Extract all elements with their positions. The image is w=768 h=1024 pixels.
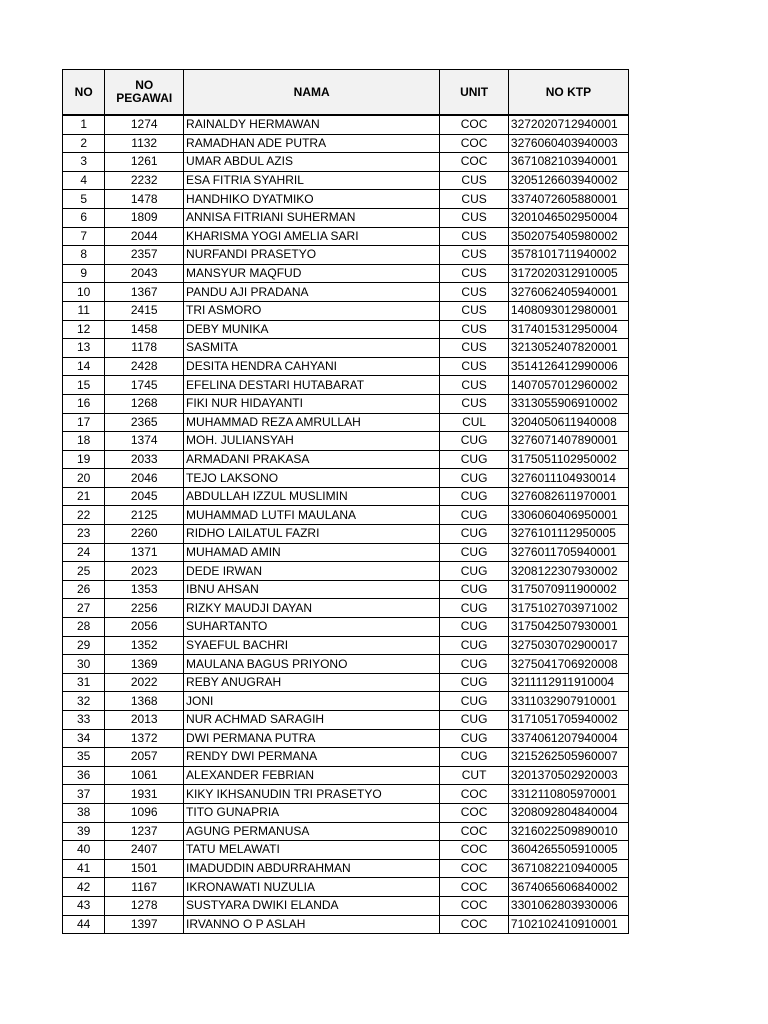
cell-unit: CUG	[440, 580, 509, 599]
cell-no: 9	[63, 264, 105, 283]
cell-unit: CUG	[440, 450, 509, 469]
cell-nama: PANDU AJI PRADANA	[184, 283, 440, 302]
table-row	[63, 227, 629, 246]
table-row	[63, 171, 629, 190]
table-row	[63, 878, 629, 897]
cell-no-pegawai: 2428	[105, 357, 184, 376]
cell-no-ktp: 3276060403940003	[508, 134, 628, 153]
cell-no: 11	[63, 301, 105, 320]
cell-unit: CUG	[440, 506, 509, 525]
cell-no-ktp: 1408093012980001	[508, 301, 628, 320]
header-no-pegawai	[105, 70, 184, 116]
header-no-pegawai-line2: PEGAWAI	[116, 91, 173, 105]
cell-no: 36	[63, 766, 105, 785]
cell-no-ktp: 3374061207940004	[508, 729, 628, 748]
cell-no: 35	[63, 748, 105, 767]
table-row	[63, 487, 629, 506]
cell-nama: KHARISMA YOGI AMELIA SARI	[184, 227, 440, 246]
cell-no: 26	[63, 580, 105, 599]
cell-no-ktp: 3604265505910005	[508, 841, 628, 860]
cell-nama: RIDHO LAILATUL FAZRI	[184, 525, 440, 544]
cell-no-pegawai: 1458	[105, 320, 184, 339]
cell-no-ktp: 3514126412990006	[508, 357, 628, 376]
cell-no-ktp: 3276011705940001	[508, 543, 628, 562]
cell-no-pegawai: 2022	[105, 673, 184, 692]
table-row	[63, 469, 629, 488]
cell-unit: COC	[440, 785, 509, 804]
cell-unit: CUS	[440, 264, 509, 283]
cell-no-ktp: 3174015312950004	[508, 320, 628, 339]
cell-no-ktp: 3276071407890001	[508, 432, 628, 451]
cell-unit: COC	[440, 822, 509, 841]
cell-no-ktp: 3301062803930006	[508, 896, 628, 915]
table-row	[63, 673, 629, 692]
cell-unit: CUS	[440, 171, 509, 190]
cell-no-pegawai: 1931	[105, 785, 184, 804]
cell-no-ktp: 3276062405940001	[508, 283, 628, 302]
table-row	[63, 301, 629, 320]
cell-no-pegawai: 2057	[105, 748, 184, 767]
cell-unit: CUG	[440, 655, 509, 674]
cell-no-ktp: 3208122307930002	[508, 562, 628, 581]
cell-no-ktp: 3175102703971002	[508, 599, 628, 618]
table-row	[63, 748, 629, 767]
cell-no-ktp: 3216022509890010	[508, 822, 628, 841]
cell-no-ktp: 3502075405980002	[508, 227, 628, 246]
cell-unit: CUS	[440, 339, 509, 358]
cell-unit: CUG	[440, 543, 509, 562]
cell-nama: RIZKY MAUDJI DAYAN	[184, 599, 440, 618]
table-row	[63, 506, 629, 525]
table-row	[63, 896, 629, 915]
cell-nama: IRVANNO O P ASLAH	[184, 915, 440, 934]
cell-nama: NURFANDI PRASETYO	[184, 246, 440, 265]
cell-nama: ARMADANI PRAKASA	[184, 450, 440, 469]
header-no-ktp: NO KTP	[508, 70, 628, 116]
cell-unit: CUG	[440, 469, 509, 488]
table-row	[63, 190, 629, 209]
table-row	[63, 803, 629, 822]
cell-no: 1	[63, 115, 105, 134]
cell-unit: CUT	[440, 766, 509, 785]
cell-no-ktp: 3204050611940008	[508, 413, 628, 432]
cell-no: 3	[63, 153, 105, 172]
cell-unit: CUS	[440, 320, 509, 339]
cell-no: 33	[63, 711, 105, 730]
table-row	[63, 562, 629, 581]
cell-no-ktp: 3211112911910004	[508, 673, 628, 692]
cell-no-ktp: 7102102410910001	[508, 915, 628, 934]
cell-no-ktp: 3311032907910001	[508, 692, 628, 711]
cell-no-pegawai: 1274	[105, 115, 184, 134]
table-row	[63, 766, 629, 785]
cell-no-pegawai: 2407	[105, 841, 184, 860]
cell-no-ktp: 3201046502950004	[508, 208, 628, 227]
cell-no-pegawai: 2013	[105, 711, 184, 730]
cell-no-ktp: 3275041706920008	[508, 655, 628, 674]
cell-no-ktp: 3312110805970001	[508, 785, 628, 804]
cell-unit: CUS	[440, 394, 509, 413]
table-row	[63, 339, 629, 358]
cell-no-pegawai: 2043	[105, 264, 184, 283]
cell-nama: TEJO LAKSONO	[184, 469, 440, 488]
cell-no: 39	[63, 822, 105, 841]
cell-no-ktp: 3671082210940005	[508, 859, 628, 878]
cell-no: 15	[63, 376, 105, 395]
cell-no: 43	[63, 896, 105, 915]
header-nama: NAMA	[184, 70, 440, 116]
cell-no-pegawai: 2044	[105, 227, 184, 246]
cell-nama: ESA FITRIA SYAHRIL	[184, 171, 440, 190]
cell-no: 24	[63, 543, 105, 562]
cell-nama: ABDULLAH IZZUL MUSLIMIN	[184, 487, 440, 506]
cell-no: 44	[63, 915, 105, 934]
table-row	[63, 785, 629, 804]
cell-no: 19	[63, 450, 105, 469]
cell-unit: COC	[440, 859, 509, 878]
cell-unit: CUL	[440, 413, 509, 432]
cell-no-ktp: 3313055906910002	[508, 394, 628, 413]
cell-no: 22	[63, 506, 105, 525]
cell-no: 8	[63, 246, 105, 265]
table-row	[63, 153, 629, 172]
cell-no-ktp: 3276011104930014	[508, 469, 628, 488]
cell-nama: ANNISA FITRIANI SUHERMAN	[184, 208, 440, 227]
cell-no: 41	[63, 859, 105, 878]
cell-no-pegawai: 2232	[105, 171, 184, 190]
header-no-pegawai-line1: NO	[135, 78, 154, 92]
cell-nama: MUHAMMAD LUTFI MAULANA	[184, 506, 440, 525]
cell-unit: CUS	[440, 208, 509, 227]
cell-nama: KIKY IKHSANUDIN TRI PRASETYO	[184, 785, 440, 804]
cell-unit: COC	[440, 915, 509, 934]
cell-no: 27	[63, 599, 105, 618]
cell-no-pegawai: 1374	[105, 432, 184, 451]
cell-no-pegawai: 1237	[105, 822, 184, 841]
cell-no: 28	[63, 618, 105, 637]
cell-unit: CUG	[440, 673, 509, 692]
cell-no-pegawai: 2046	[105, 469, 184, 488]
header-unit: UNIT	[440, 70, 509, 116]
cell-nama: TRI ASMORO	[184, 301, 440, 320]
cell-nama: REBY ANUGRAH	[184, 673, 440, 692]
cell-no-pegawai: 2045	[105, 487, 184, 506]
cell-no-ktp: 3374072605880001	[508, 190, 628, 209]
cell-no: 40	[63, 841, 105, 860]
cell-no: 21	[63, 487, 105, 506]
cell-unit: CUS	[440, 190, 509, 209]
table-row	[63, 822, 629, 841]
cell-no: 4	[63, 171, 105, 190]
cell-nama: DWI PERMANA PUTRA	[184, 729, 440, 748]
cell-no-pegawai: 2023	[105, 562, 184, 581]
cell-no: 20	[63, 469, 105, 488]
cell-no-pegawai: 1372	[105, 729, 184, 748]
cell-nama: AGUNG PERMANUSA	[184, 822, 440, 841]
cell-no-ktp: 3306060406950001	[508, 506, 628, 525]
table-row	[63, 264, 629, 283]
cell-nama: RAMADHAN ADE PUTRA	[184, 134, 440, 153]
cell-nama: DEDE IRWAN	[184, 562, 440, 581]
table-row	[63, 357, 629, 376]
cell-no: 5	[63, 190, 105, 209]
cell-nama: DEBY MUNIKA	[184, 320, 440, 339]
cell-no-pegawai: 2056	[105, 618, 184, 637]
cell-unit: CUS	[440, 246, 509, 265]
cell-no: 12	[63, 320, 105, 339]
cell-no-pegawai: 1478	[105, 190, 184, 209]
cell-no: 17	[63, 413, 105, 432]
cell-no-ktp: 3175051102950002	[508, 450, 628, 469]
table-row	[63, 915, 629, 934]
cell-unit: CUG	[440, 711, 509, 730]
cell-nama: NUR ACHMAD SARAGIH	[184, 711, 440, 730]
cell-no-pegawai: 2260	[105, 525, 184, 544]
cell-nama: MUHAMAD AMIN	[184, 543, 440, 562]
table-row	[63, 376, 629, 395]
cell-nama: JONI	[184, 692, 440, 711]
cell-nama: TITO GUNAPRIA	[184, 803, 440, 822]
cell-unit: COC	[440, 153, 509, 172]
cell-unit: COC	[440, 115, 509, 134]
cell-nama: DESITA HENDRA CAHYANI	[184, 357, 440, 376]
cell-no-ktp: 3171051705940002	[508, 711, 628, 730]
cell-unit: CUG	[440, 729, 509, 748]
cell-no-ktp: 1407057012960002	[508, 376, 628, 395]
cell-nama: MUHAMMAD REZA AMRULLAH	[184, 413, 440, 432]
cell-no-pegawai: 2357	[105, 246, 184, 265]
cell-no-ktp: 3175070911900002	[508, 580, 628, 599]
employee-table	[62, 69, 629, 934]
cell-no-pegawai: 1501	[105, 859, 184, 878]
cell-nama: IKRONAWATI NUZULIA	[184, 878, 440, 897]
cell-no: 13	[63, 339, 105, 358]
table-row	[63, 841, 629, 860]
cell-no-pegawai: 2125	[105, 506, 184, 525]
cell-nama: UMAR ABDUL AZIS	[184, 153, 440, 172]
cell-nama: MOH. JULIANSYAH	[184, 432, 440, 451]
cell-no-ktp: 3272020712940001	[508, 115, 628, 134]
cell-unit: COC	[440, 878, 509, 897]
cell-no-ktp: 3276101112950005	[508, 525, 628, 544]
table-row	[63, 692, 629, 711]
cell-no-ktp: 3671082103940001	[508, 153, 628, 172]
cell-unit: CUS	[440, 357, 509, 376]
cell-no: 14	[63, 357, 105, 376]
cell-nama: SYAEFUL BACHRI	[184, 636, 440, 655]
cell-unit: CUG	[440, 599, 509, 618]
cell-unit: CUS	[440, 227, 509, 246]
cell-no-pegawai: 2033	[105, 450, 184, 469]
cell-no: 37	[63, 785, 105, 804]
table-row	[63, 115, 629, 134]
cell-no-pegawai: 1367	[105, 283, 184, 302]
cell-no-ktp: 3205126603940002	[508, 171, 628, 190]
header-row	[63, 70, 629, 116]
cell-unit: COC	[440, 803, 509, 822]
cell-unit: CUG	[440, 525, 509, 544]
cell-no: 38	[63, 803, 105, 822]
cell-no-pegawai: 2415	[105, 301, 184, 320]
cell-unit: CUG	[440, 692, 509, 711]
table-body	[63, 115, 629, 934]
cell-no-ktp: 3215262505960007	[508, 748, 628, 767]
cell-no: 10	[63, 283, 105, 302]
header-no: NO	[63, 70, 105, 116]
cell-nama: IBNU AHSAN	[184, 580, 440, 599]
cell-no-pegawai: 2365	[105, 413, 184, 432]
cell-no-ktp: 3674065606840002	[508, 878, 628, 897]
cell-no: 32	[63, 692, 105, 711]
cell-no-pegawai: 1745	[105, 376, 184, 395]
table-row	[63, 432, 629, 451]
cell-no: 16	[63, 394, 105, 413]
cell-no-ktp: 3208092804840004	[508, 803, 628, 822]
cell-no-pegawai: 1369	[105, 655, 184, 674]
cell-no: 6	[63, 208, 105, 227]
cell-no: 23	[63, 525, 105, 544]
cell-no-pegawai: 2256	[105, 599, 184, 618]
table-row	[63, 283, 629, 302]
cell-nama: RAINALDY HERMAWAN	[184, 115, 440, 134]
table-row	[63, 543, 629, 562]
cell-no-pegawai: 1353	[105, 580, 184, 599]
cell-unit: CUS	[440, 283, 509, 302]
cell-nama: RENDY DWI PERMANA	[184, 748, 440, 767]
table-row	[63, 134, 629, 153]
cell-unit: CUG	[440, 748, 509, 767]
cell-no: 31	[63, 673, 105, 692]
table-row	[63, 320, 629, 339]
cell-unit: CUG	[440, 636, 509, 655]
cell-no: 18	[63, 432, 105, 451]
table-row	[63, 246, 629, 265]
table-row	[63, 525, 629, 544]
cell-nama: HANDHIKO DYATMIKO	[184, 190, 440, 209]
cell-unit: COC	[440, 841, 509, 860]
table-row	[63, 618, 629, 637]
cell-no-pegawai: 1371	[105, 543, 184, 562]
table-row	[63, 655, 629, 674]
cell-no-ktp: 3175042507930001	[508, 618, 628, 637]
cell-no-pegawai: 1278	[105, 896, 184, 915]
cell-unit: COC	[440, 134, 509, 153]
table-row	[63, 413, 629, 432]
cell-nama: IMADUDDIN ABDURRAHMAN	[184, 859, 440, 878]
cell-unit: CUG	[440, 618, 509, 637]
cell-no-ktp: 3172020312910005	[508, 264, 628, 283]
cell-no-ktp: 3275030702900017	[508, 636, 628, 655]
cell-no-pegawai: 1397	[105, 915, 184, 934]
table-row	[63, 729, 629, 748]
cell-unit: CUG	[440, 562, 509, 581]
table-row	[63, 599, 629, 618]
table-row	[63, 450, 629, 469]
cell-nama: SUSTYARA DWIKI ELANDA	[184, 896, 440, 915]
cell-no: 42	[63, 878, 105, 897]
table-row	[63, 208, 629, 227]
cell-nama: MAULANA BAGUS PRIYONO	[184, 655, 440, 674]
cell-unit: CUS	[440, 301, 509, 320]
cell-no-ktp: 3276082611970001	[508, 487, 628, 506]
cell-nama: EFELINA DESTARI HUTABARAT	[184, 376, 440, 395]
cell-no-pegawai: 1261	[105, 153, 184, 172]
cell-unit: CUG	[440, 487, 509, 506]
cell-no: 30	[63, 655, 105, 674]
cell-no: 7	[63, 227, 105, 246]
cell-nama: SASMITA	[184, 339, 440, 358]
cell-no-pegawai: 1096	[105, 803, 184, 822]
cell-nama: TATU MELAWATI	[184, 841, 440, 860]
cell-nama: SUHARTANTO	[184, 618, 440, 637]
cell-no: 25	[63, 562, 105, 581]
cell-no-pegawai: 1809	[105, 208, 184, 227]
cell-no-pegawai: 1352	[105, 636, 184, 655]
cell-nama: FIKI NUR HIDAYANTI	[184, 394, 440, 413]
cell-no: 34	[63, 729, 105, 748]
cell-no-pegawai: 1167	[105, 878, 184, 897]
table-row	[63, 394, 629, 413]
cell-unit: CUS	[440, 376, 509, 395]
cell-no: 2	[63, 134, 105, 153]
table-header	[63, 70, 629, 116]
cell-nama: MANSYUR MAQFUD	[184, 264, 440, 283]
cell-no-pegawai: 1368	[105, 692, 184, 711]
cell-no-pegawai: 1268	[105, 394, 184, 413]
cell-no-ktp: 3201370502920003	[508, 766, 628, 785]
table-row	[63, 580, 629, 599]
cell-no-ktp: 3213052407820001	[508, 339, 628, 358]
table-row	[63, 711, 629, 730]
cell-no-pegawai: 1061	[105, 766, 184, 785]
cell-no-pegawai: 1132	[105, 134, 184, 153]
cell-unit: COC	[440, 896, 509, 915]
cell-unit: CUG	[440, 432, 509, 451]
cell-no-ktp: 3578101711940002	[508, 246, 628, 265]
table-row	[63, 636, 629, 655]
cell-no: 29	[63, 636, 105, 655]
table-row	[63, 859, 629, 878]
cell-no-pegawai: 1178	[105, 339, 184, 358]
cell-nama: ALEXANDER FEBRIAN	[184, 766, 440, 785]
